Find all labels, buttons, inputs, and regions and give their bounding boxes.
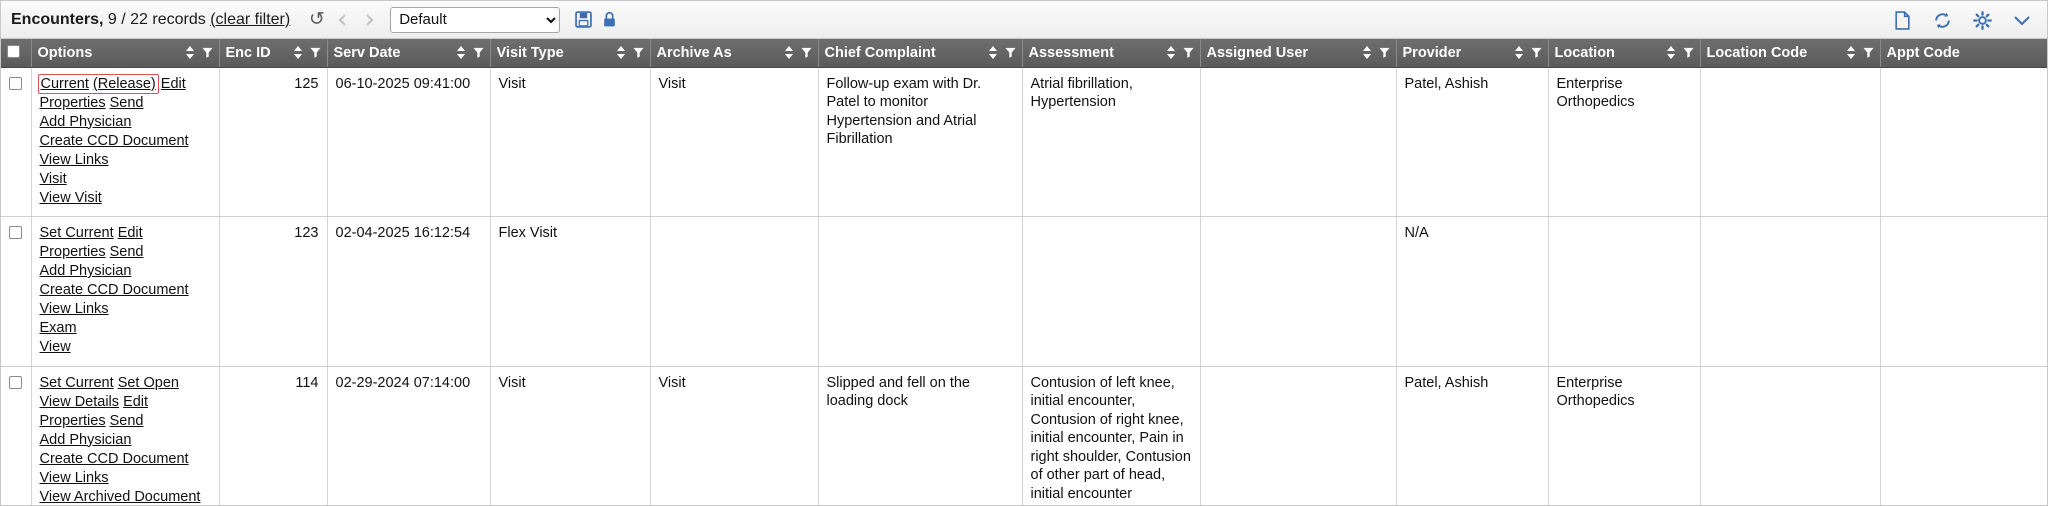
column-label: Location Code xyxy=(1706,44,1808,61)
option-release[interactable]: (Release) xyxy=(92,75,156,92)
column-header-appt-code[interactable] xyxy=(1880,39,2048,67)
column-label: Serv Date xyxy=(333,44,401,61)
filter-icon[interactable] xyxy=(633,47,644,58)
option-view-details[interactable]: View Details xyxy=(39,393,120,410)
save-disk-icon[interactable] xyxy=(570,7,596,33)
visit-type-cell: Flex Visit xyxy=(490,217,650,367)
toolbar-right-icons xyxy=(1889,1,2035,39)
profile-select[interactable] xyxy=(390,7,560,33)
column-header-chief-complaint[interactable] xyxy=(818,39,1022,67)
option-view-visit[interactable]: View Visit xyxy=(39,189,102,206)
sort-icon[interactable] xyxy=(617,46,626,59)
column-label: Visit Type xyxy=(496,44,564,61)
option-send[interactable]: Send xyxy=(109,244,144,260)
visit-type-cell: Visit xyxy=(490,366,650,506)
archive-as-cell: Visit xyxy=(650,67,818,217)
chief-complaint-cell: Slipped and fell on the loading dock xyxy=(818,366,1022,506)
row-checkbox[interactable] xyxy=(9,226,22,239)
prev-arrow-icon[interactable] xyxy=(330,7,356,33)
assigned-user-cell xyxy=(1200,366,1396,506)
option-edit[interactable]: Edit xyxy=(160,75,186,92)
serv-date-cell: 02-29-2024 07:14:00 xyxy=(327,366,490,506)
current-status-highlight xyxy=(38,74,159,95)
option-properties[interactable]: Properties xyxy=(39,244,106,260)
filter-icon[interactable] xyxy=(310,47,321,58)
row-checkbox[interactable] xyxy=(9,376,22,389)
column-label: Appt Code xyxy=(1886,44,1960,61)
option-create-ccd-document[interactable]: Create CCD Document xyxy=(39,450,189,467)
lock-icon[interactable] xyxy=(596,7,622,33)
location-cell xyxy=(1548,217,1700,367)
encounters-table xyxy=(1,39,2048,506)
toolbar xyxy=(1,1,2047,39)
new-document-icon[interactable] xyxy=(1889,7,1915,33)
table-row[interactable] xyxy=(1,366,2048,506)
options-cell xyxy=(31,217,219,367)
location-cell: Enterprise Orthopedics xyxy=(1548,366,1700,506)
column-label: Enc ID xyxy=(225,44,271,61)
sort-icon[interactable] xyxy=(989,46,998,59)
sort-icon[interactable] xyxy=(1515,46,1524,59)
column-label: Location xyxy=(1554,44,1615,61)
sort-icon[interactable] xyxy=(1363,46,1372,59)
gear-icon[interactable] xyxy=(1969,7,1995,33)
option-properties[interactable]: Properties xyxy=(39,412,106,429)
filter-icon[interactable] xyxy=(1183,47,1194,58)
assessment-cell: Atrial fibrillation, Hypertension xyxy=(1022,67,1200,217)
row-select-cell[interactable] xyxy=(1,366,31,506)
column-header-assessment[interactable] xyxy=(1022,39,1200,67)
row-select-cell[interactable] xyxy=(1,67,31,217)
enc-id-cell: 125 xyxy=(219,67,327,217)
page-title-label: Encounters, xyxy=(11,10,104,28)
archive-as-cell: Visit xyxy=(650,366,818,506)
column-label: Provider xyxy=(1402,44,1462,61)
option-exam[interactable]: Exam xyxy=(39,320,77,336)
table-header xyxy=(1,39,2048,67)
option-send[interactable]: Send xyxy=(109,412,144,429)
option-view-links[interactable]: View Links xyxy=(39,151,109,168)
chevron-down-icon[interactable] xyxy=(2009,7,2035,33)
sort-icon[interactable] xyxy=(1667,46,1676,59)
enc-id-cell: 123 xyxy=(219,217,327,367)
sync-refresh-icon[interactable] xyxy=(1929,7,1955,33)
provider-cell: Patel, Ashish xyxy=(1396,366,1548,506)
location-code-cell xyxy=(1700,366,1880,506)
select-all-header[interactable] xyxy=(1,39,31,67)
sort-icon[interactable] xyxy=(294,46,303,59)
option-send[interactable]: Send xyxy=(109,94,144,111)
column-header-provider[interactable] xyxy=(1396,39,1548,67)
column-label: Assessment xyxy=(1028,44,1114,61)
option-properties[interactable]: Properties xyxy=(39,94,106,111)
option-set-open[interactable]: Set Open xyxy=(117,374,179,391)
option-set-current[interactable]: Set Current xyxy=(39,225,114,241)
filter-icon[interactable] xyxy=(801,47,812,58)
column-header-assigned-user[interactable] xyxy=(1200,39,1396,67)
profile-select-wrap xyxy=(390,7,560,33)
next-arrow-icon[interactable] xyxy=(356,7,382,33)
chief-complaint-cell: Follow-up exam with Dr. Patel to monitor Hypertension and Atrial Fibrillation xyxy=(818,67,1022,217)
sort-icon[interactable] xyxy=(785,46,794,59)
filter-icon[interactable] xyxy=(473,47,484,58)
column-label: Assigned User xyxy=(1206,44,1309,61)
column-header-options[interactable] xyxy=(31,39,219,67)
column-header-enc-id[interactable] xyxy=(219,39,327,67)
assessment-cell xyxy=(1022,217,1200,367)
filter-icon[interactable] xyxy=(1683,47,1694,58)
column-header-serv-date[interactable] xyxy=(327,39,490,67)
appt-code-cell xyxy=(1880,217,2048,367)
column-label: Options xyxy=(37,44,93,61)
option-edit[interactable]: Edit xyxy=(123,393,149,410)
sort-icon[interactable] xyxy=(457,46,466,59)
page-title xyxy=(11,11,290,29)
option-create-ccd-document[interactable]: Create CCD Document xyxy=(39,282,189,298)
row-checkbox[interactable] xyxy=(9,77,22,90)
serv-date-cell: 06-10-2025 09:41:00 xyxy=(327,67,490,217)
sort-icon[interactable] xyxy=(186,46,195,59)
column-header-archive-as[interactable] xyxy=(650,39,818,67)
option-current[interactable]: Current xyxy=(40,75,89,92)
options-cell xyxy=(31,67,219,217)
column-header-visit-type[interactable] xyxy=(490,39,650,67)
column-header-location-code[interactable] xyxy=(1700,39,1880,67)
provider-cell: N/A xyxy=(1396,217,1548,367)
option-view[interactable]: View xyxy=(39,339,71,355)
chief-complaint-cell xyxy=(818,217,1022,367)
column-label: Archive As xyxy=(656,44,732,61)
provider-cell: Patel, Ashish xyxy=(1396,67,1548,217)
filter-icon[interactable] xyxy=(1863,47,1874,58)
option-view-archived-document[interactable]: View Archived Document xyxy=(39,488,201,505)
option-visit[interactable]: Visit xyxy=(39,170,67,187)
option-view-links[interactable]: View Links xyxy=(39,301,109,317)
option-set-current[interactable]: Set Current xyxy=(39,374,114,391)
visit-type-cell: Visit xyxy=(490,67,650,217)
sort-icon[interactable] xyxy=(1167,46,1176,59)
assessment-cell: Contusion of left knee, initial encounter, Contusion of right knee, initial encounter, Pain in right shoulder, Contusion of other part of head, initial encounter xyxy=(1022,366,1200,506)
select-all-checkbox[interactable] xyxy=(7,45,20,58)
table-row[interactable] xyxy=(1,217,2048,367)
sort-icon[interactable] xyxy=(1847,46,1856,59)
enc-id-cell: 114 xyxy=(219,366,327,506)
option-edit[interactable]: Edit xyxy=(117,225,143,241)
row-select-cell[interactable] xyxy=(1,217,31,367)
column-label: Chief Complaint xyxy=(824,44,936,61)
option-add-physician[interactable]: Add Physician xyxy=(39,431,132,448)
filter-icon[interactable] xyxy=(202,47,213,58)
record-count: 9 / 22 records xyxy=(107,10,206,28)
location-cell: Enterprise Orthopedics xyxy=(1548,67,1700,217)
appt-code-cell xyxy=(1880,366,2048,506)
table-body xyxy=(1,67,2048,506)
filter-icon[interactable] xyxy=(1379,47,1390,58)
encounters-grid xyxy=(1,39,2048,506)
appt-code-cell xyxy=(1880,67,2048,217)
refresh-icon[interactable]: ↻ xyxy=(309,9,326,30)
option-create-ccd-document[interactable]: Create CCD Document xyxy=(39,132,189,149)
archive-as-cell xyxy=(650,217,818,367)
location-code-cell xyxy=(1700,217,1880,367)
assigned-user-cell xyxy=(1200,67,1396,217)
assigned-user-cell xyxy=(1200,217,1396,367)
location-code-cell xyxy=(1700,67,1880,217)
option-add-physician[interactable]: Add Physician xyxy=(39,263,132,279)
filter-icon[interactable] xyxy=(1531,47,1542,58)
option-add-physician[interactable]: Add Physician xyxy=(39,113,132,130)
options-cell xyxy=(31,366,219,506)
column-header-location[interactable] xyxy=(1548,39,1700,67)
option-view-links[interactable]: View Links xyxy=(39,469,109,486)
table-row[interactable] xyxy=(1,67,2048,217)
clear-filter-link[interactable]: (clear filter) xyxy=(210,10,291,28)
filter-icon[interactable] xyxy=(1005,47,1016,58)
serv-date-cell: 02-04-2025 16:12:54 xyxy=(327,217,490,367)
